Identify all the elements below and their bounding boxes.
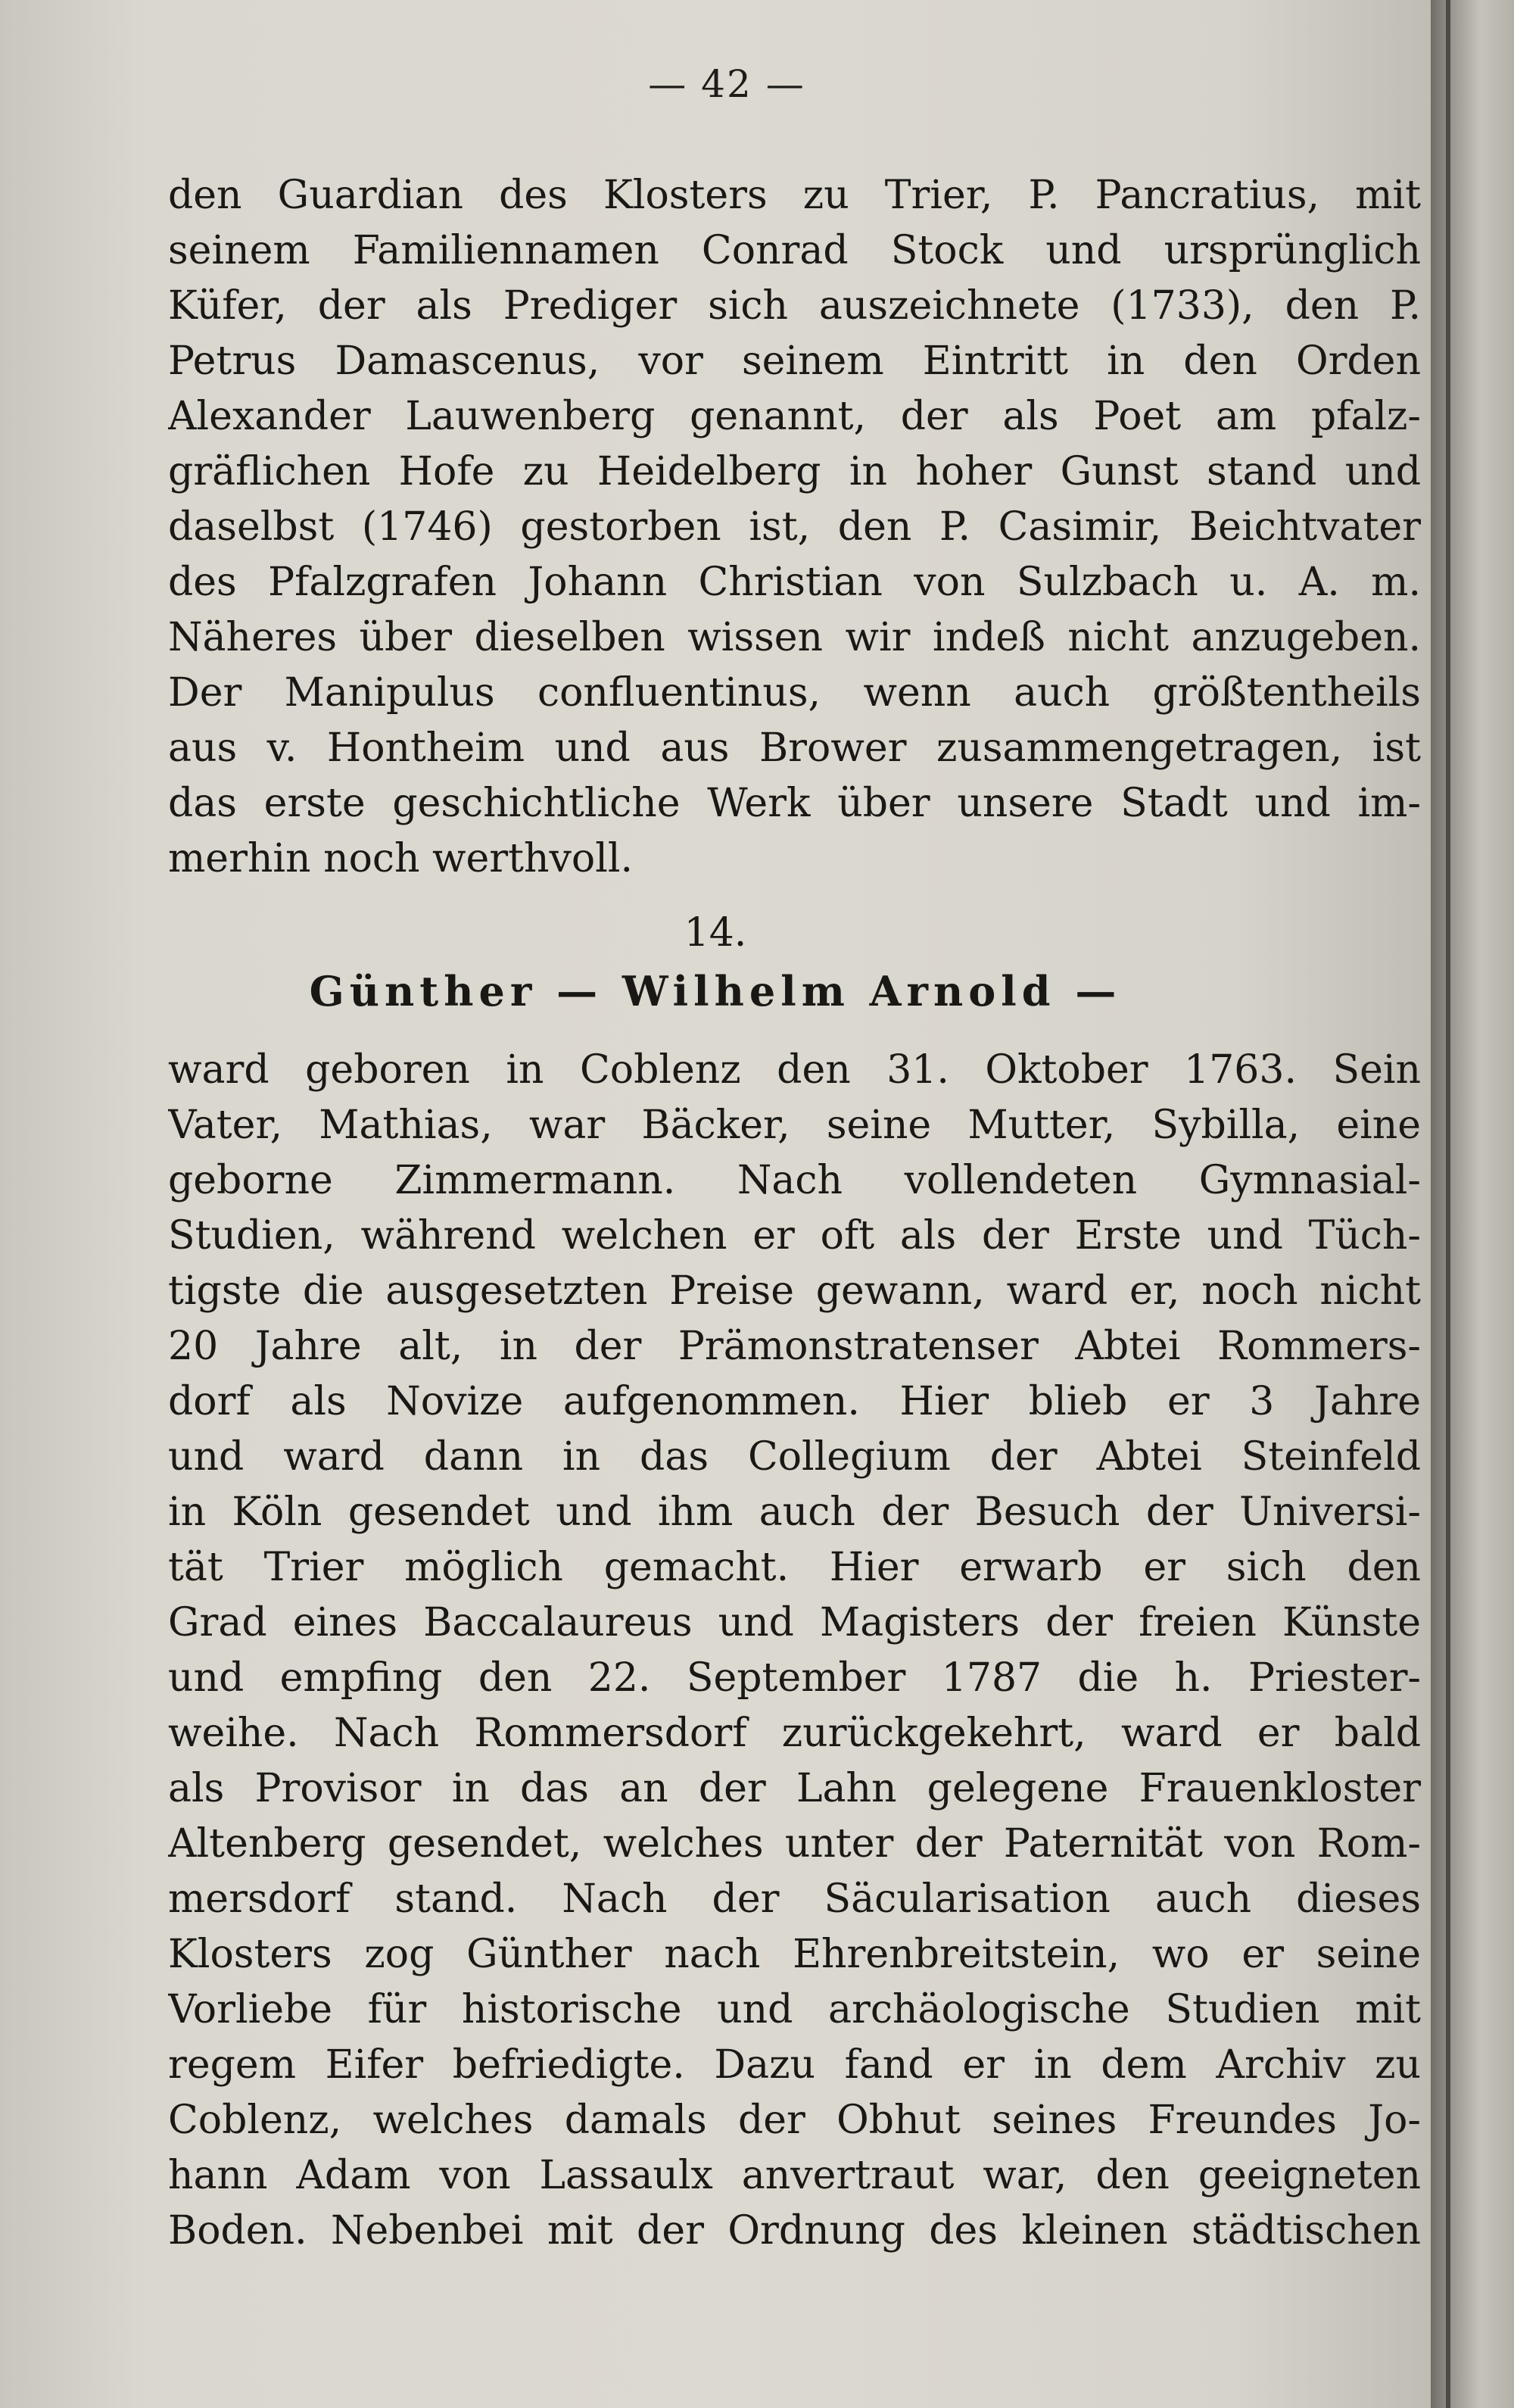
text-line: Vorliebe für historische und archäologische Studien mit	[168, 1987, 1421, 2032]
text-line: daselbst (1746) gestorben ist, den P. Casimir, Beichtvater	[168, 504, 1421, 550]
text-line: in Köln gesendet und ihm auch der Besuch der Universi-	[168, 1489, 1421, 1535]
text-line: Altenberg gesendet, welches unter der Paternität von Rom-	[168, 1821, 1421, 1867]
text-line: und empfing den 22. September 1787 die h. Priester-	[168, 1655, 1421, 1701]
section-heading: Günther — Wilhelm Arnold —	[309, 967, 1122, 1015]
text-line: Boden. Nebenbei mit der Ordnung des kleinen städtischen	[168, 2208, 1421, 2254]
text-line: tät Trier möglich gemacht. Hier erwarb er sich den	[168, 1545, 1421, 1590]
text-line: Klosters zog Günther nach Ehrenbreitstein, wo er seine	[168, 1932, 1421, 1977]
text-line: hann Adam von Lassaulx anvertraut war, den geeigneten	[168, 2153, 1421, 2198]
page-number: — 42 —	[648, 62, 805, 106]
text-line: Küfer, der als Prediger sich auszeichnete (1733), den P.	[168, 283, 1421, 329]
text-line: weihe. Nach Rommersdorf zurückgekehrt, ward er bald	[168, 1711, 1421, 1756]
text-line: mersdorf stand. Nach der Säcularisation auch dieses	[168, 1876, 1421, 1922]
text-line: und ward dann in das Collegium der Abtei Steinfeld	[168, 1434, 1421, 1480]
text-line: tigste die ausgesetzten Preise gewann, ward er, noch nicht	[168, 1268, 1421, 1314]
text-line: Studien, während welchen er oft als der Erste und Tüch-	[168, 1213, 1421, 1259]
text-line: Vater, Mathias, war Bäcker, seine Mutter, Sybilla, eine	[168, 1103, 1421, 1148]
paragraph-1	[168, 168, 1421, 887]
text-line: als Provisor in das an der Lahn gelegene Frauenkloster	[168, 1766, 1421, 1811]
text-line: dorf als Novize aufgenommen. Hier blieb er 3 Jahre	[168, 1379, 1421, 1424]
text-line: den Guardian des Klosters zu Trier, P. Pancratius, mit	[168, 173, 1421, 218]
page-edge	[1446, 0, 1450, 2408]
text-line: Näheres über dieselben wissen wir indeß nicht anzugeben.	[168, 615, 1421, 660]
text-line: geborne Zimmermann. Nach vollendeten Gymnasial-	[168, 1158, 1421, 1203]
text-line: das erste geschichtliche Werk über unsere Stadt und im-	[168, 781, 1421, 826]
text-line: Der Manipulus confluentinus, wenn auch größtentheils	[168, 670, 1421, 716]
text-line: seinem Familiennamen Conrad Stock und ursprünglich	[168, 228, 1421, 273]
text-line: 20 Jahre alt, in der Prämonstratenser Abtei Rommers-	[168, 1324, 1421, 1369]
text-line: des Pfalzgrafen Johann Christian von Sulzbach u. A. m.	[168, 560, 1421, 605]
text-line: Coblenz, welches damals der Obhut seines Freundes Jo-	[168, 2098, 1421, 2143]
section-number: 14.	[684, 910, 747, 956]
book-gutter	[1431, 0, 1514, 2408]
text-line: aus v. Hontheim und aus Brower zusammengetragen, ist	[168, 725, 1421, 771]
paragraph-2	[168, 1043, 1421, 2259]
text-line: Grad eines Baccalaureus und Magisters der freien Künste	[168, 1600, 1421, 1645]
text-line: Alexander Lauwenberg genannt, der als Poet am pfalz-	[168, 394, 1421, 439]
text-line: ward geboren in Coblenz den 31. Oktober 1763. Sein	[168, 1047, 1421, 1093]
text-line: gräflichen Hofe zu Heidelberg in hoher Gunst stand und	[168, 449, 1421, 494]
text-line: merhin noch werthvoll.	[168, 836, 634, 881]
text-line: regem Eifer befriedigte. Dazu fand er in dem Archiv zu	[168, 2042, 1421, 2088]
text-line: Petrus Damascenus, vor seinem Eintritt in den Orden	[168, 338, 1421, 384]
